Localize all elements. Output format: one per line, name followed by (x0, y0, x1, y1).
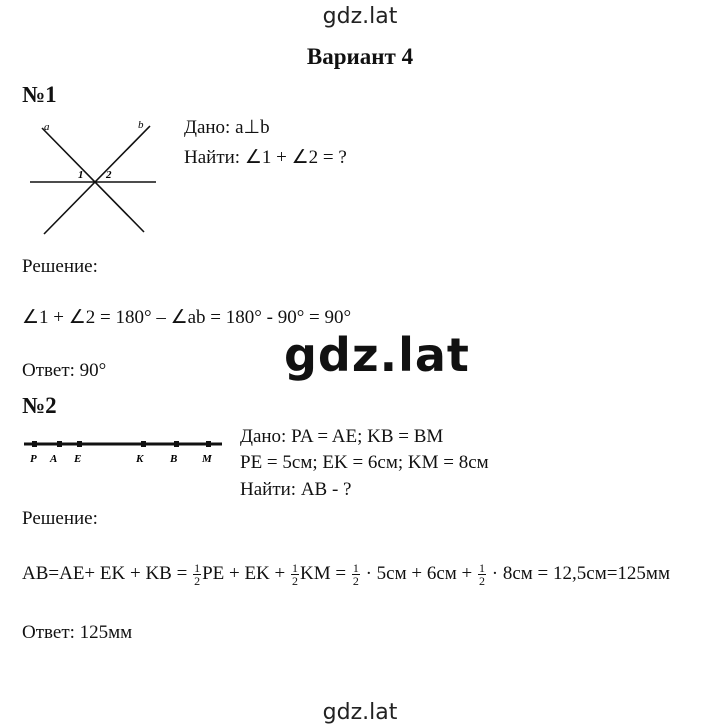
label-b: B (170, 453, 178, 465)
label-e: E (74, 453, 82, 465)
task2-given: Дано: PA = AE; KB = BM (240, 426, 444, 447)
label-m: M (202, 453, 212, 465)
fraction-half (478, 562, 486, 587)
solution-part2: PE + EK + (202, 562, 290, 584)
fraction-numerator: 1 (352, 561, 359, 575)
page-title: Вариант 4 (306, 44, 414, 69)
task2-segment-figure (22, 436, 226, 466)
label-a: A (50, 453, 58, 465)
solution-part3: KM = (300, 562, 351, 584)
fraction-half (352, 562, 360, 587)
watermark-bottom: gdz.lat (322, 700, 398, 725)
label-k: K (136, 453, 144, 465)
point-e (77, 441, 82, 447)
task1-given: Дано: a⊥b (184, 117, 270, 138)
label-a: a (44, 121, 50, 133)
task2-number: №2 (22, 393, 57, 418)
solution-part4: · 5см + 6см + (360, 562, 478, 584)
label-angle2: 2 (106, 169, 112, 181)
task1-number: №1 (22, 82, 57, 107)
watermark-middle: gdz.lat (284, 328, 470, 382)
point-m (206, 441, 211, 447)
task1-answer: Ответ: 90° (22, 360, 107, 381)
task1-figure (28, 112, 162, 238)
fraction-denominator: 2 (352, 574, 359, 588)
task2-answer: Ответ: 125мм (22, 622, 133, 643)
task2-solution-label: Решение: (22, 508, 98, 529)
fraction-denominator: 2 (479, 574, 486, 588)
point-k (141, 441, 146, 447)
label-angle1: 1 (78, 169, 84, 181)
label-b: b (138, 119, 144, 131)
point-a (57, 441, 62, 447)
task2-solution (22, 562, 670, 587)
task1-find: Найти: ∠1 + ∠2 = ? (184, 147, 347, 168)
fraction-numerator: 1 (194, 561, 201, 575)
solution-part5: · 8см = 12,5см=125мм (487, 562, 670, 584)
fraction-half (291, 562, 299, 587)
watermark-top: gdz.lat (322, 4, 398, 29)
solution-part1: AB=AE+ EK + KB = (22, 562, 193, 584)
line-b (44, 126, 150, 234)
task2-find: Найти: AB - ? (240, 479, 352, 500)
point-p (32, 441, 37, 447)
task2-given-lengths: PE = 5см; EK = 6см; KM = 8см (240, 452, 489, 473)
task1-solution: ∠1 + ∠2 = 180° – ∠ab = 180° - 90° = 90° (22, 307, 352, 328)
fraction-numerator: 1 (292, 561, 298, 575)
line-a (42, 128, 144, 232)
label-p: P (30, 453, 37, 465)
fraction-denominator: 2 (194, 574, 201, 588)
point-b (174, 441, 179, 447)
fraction-half (193, 562, 201, 587)
fraction-numerator: 1 (479, 561, 486, 575)
task1-solution-label: Решение: (22, 256, 98, 277)
fraction-denominator: 2 (292, 574, 298, 588)
